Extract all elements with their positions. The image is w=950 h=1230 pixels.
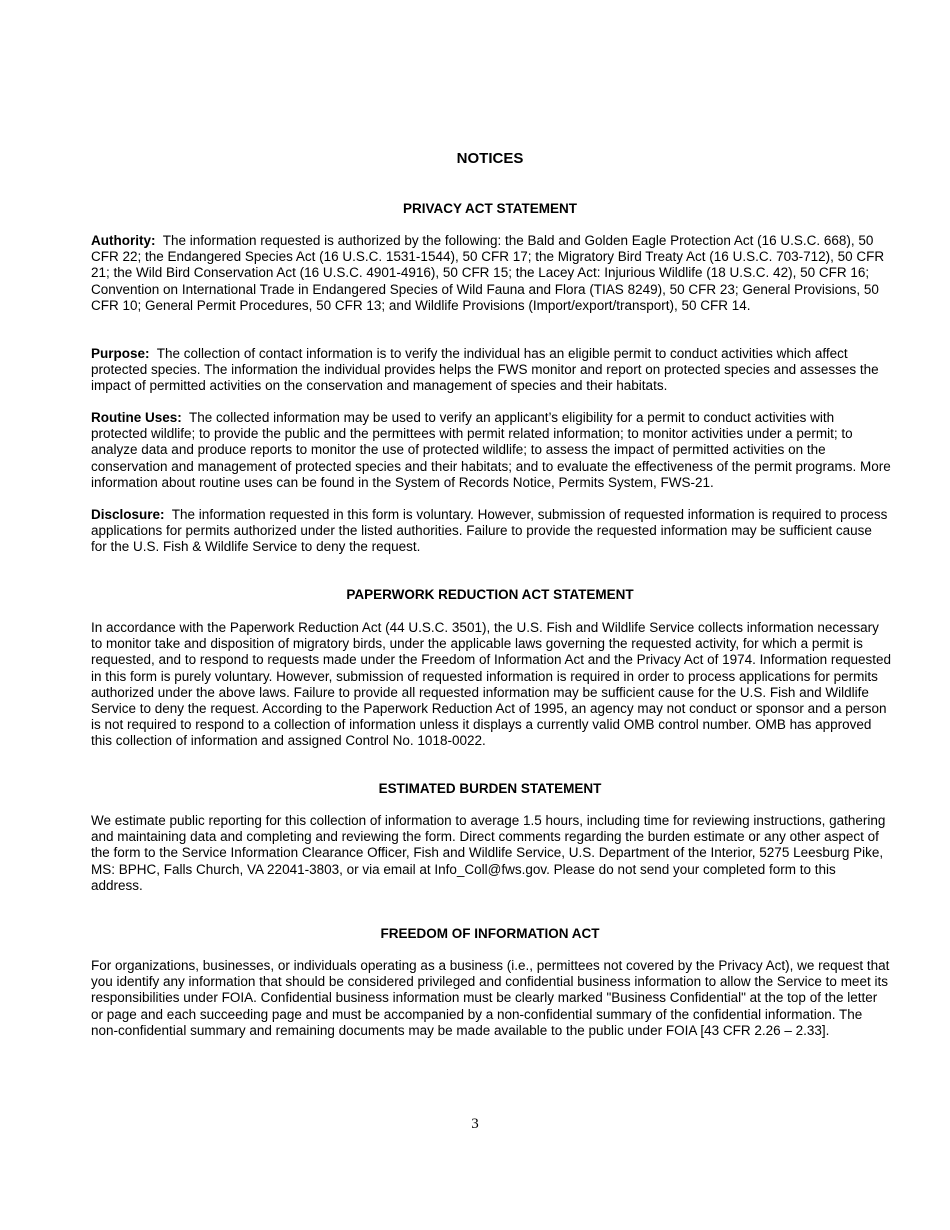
privacy-act-heading: PRIVACY ACT STATEMENT	[402, 201, 577, 216]
foia-heading: FREEDOM OF INFORMATION ACT	[380, 926, 600, 941]
disclosure-label: Disclosure:	[91, 507, 165, 522]
authority-paragraph	[91, 233, 891, 314]
disclosure-paragraph	[91, 507, 891, 556]
page-title: NOTICES	[456, 150, 524, 167]
paperwork-reduction-heading: PAPERWORK REDUCTION ACT STATEMENT	[346, 587, 634, 602]
purpose-label: Purpose:	[91, 346, 150, 361]
estimated-burden-paragraph: We estimate public reporting for this collection of information to average 1.5 hours, including time for reviewing instructions, gathering and maintaining data and completing and reviewing the form. Direct comments regarding the burden estimate or any other aspect of the form to the Service Information Clearance Officer, Fish and Wildlife Service, U.S. Department of the Interior, 5275 Leesburg Pike, MS: BPHC, Falls Church, VA 22041-3803, or via email at Info_Coll@fws.gov. Please do not send your completed form to this address.	[91, 813, 886, 893]
routine-uses-label: Routine Uses:	[91, 410, 182, 425]
authority-text: The information requested is authorized by the following: the Bald and Golden Eagle Protection Act (16 U.S.C. 668), 50 CFR 22; the Endangered Species Act (16 U.S.C. 1531-1544), 50 CFR 17; the Migratory Bird Treaty Act (16 U.S.C. 703-712), 50 CFR 21; the Wild Bird Conservation Act (16 U.S.C. 4901-4916), 50 CFR 15; the Lacey Act: Injurious Wildlife (18 U.S.C. 42), 50 CFR 16; Convention on International Trade in Endangered Species of Wild Fauna and Flora (TIAS 8249), 50 CFR 23; General Provisions, 50 CFR 10; General Permit Procedures, 50 CFR 13; and Wildlife Provisions (Import/export/transport), 50 CFR 14.	[91, 233, 885, 313]
page-number: 3	[471, 1116, 479, 1132]
estimated-burden-heading: ESTIMATED BURDEN STATEMENT	[378, 781, 602, 796]
routine-uses-paragraph	[91, 410, 891, 491]
paperwork-reduction-paragraph: In accordance with the Paperwork Reduction Act (44 U.S.C. 3501), the U.S. Fish and Wildlife Service collects information necessary to monitor take and disposition of migratory birds, under the applicable laws governing the requested activity, for which a permit is requested, and to respond to requests made under the Freedom of Information Act and the Privacy Act of 1974. Information requested in this form is purely voluntary. However, submission of requested information is required in order to process applications for permits authorized under the above laws. Failure to provide all requested information may be sufficient cause for the U.S. Fish and Wildlife Service to deny the request. According to the Paperwork Reduction Act of 1995, an agency may not conduct or sponsor and a person is not required to respond to a collection of information unless it displays a currently valid OMB control number. OMB has approved this collection of information and assigned Control No. 1018-0022.	[91, 620, 891, 749]
foia-paragraph: For organizations, businesses, or individuals operating as a business (i.e., permittees not covered by the Privacy Act), we request that you identify any information that should be considered privileged and confidential business information to allow the Service to meet its responsibilities under FOIA. Confidential business information must be clearly marked "Business Confidential" at the top of the letter or page and each succeeding page and must be accompanied by a non-confidential summary of the confidential information. The non-confidential summary and remaining documents may be made available to the public under FOIA [43 CFR 2.26 – 2.33].	[91, 958, 890, 1038]
routine-uses-text: The collected information may be used to verify an applicant’s eligibility for a permit to conduct activities with protected wildlife; to provide the public and the permittees with permit related information; to monitor activities under a permit; to analyze data and produce reports to monitor the use of protected wildlife; to assess the impact of permitted activities on the conservation and management of protected species and their habitats; and to evaluate the effectiveness of the permit programs. More information about routine uses can be found in the System of Records Notice, Permits System, FWS-21.	[91, 410, 891, 490]
authority-label: Authority:	[91, 233, 156, 248]
disclosure-text: The information requested in this form is voluntary. However, submission of requested information is required to process applications for permits authorized under the listed authorities. Failure to provide the requested information may be sufficient cause for the U.S. Fish & Wildlife Service to deny the request.	[91, 507, 888, 555]
purpose-text: The collection of contact information is to verify the individual has an eligible permit to conduct activities which affect protected species. The information the individual provides helps the FWS monitor and report on protected species and assesses the impact of permitted activities on the conservation and management of species and their habitats.	[91, 346, 879, 394]
purpose-paragraph	[91, 346, 891, 395]
